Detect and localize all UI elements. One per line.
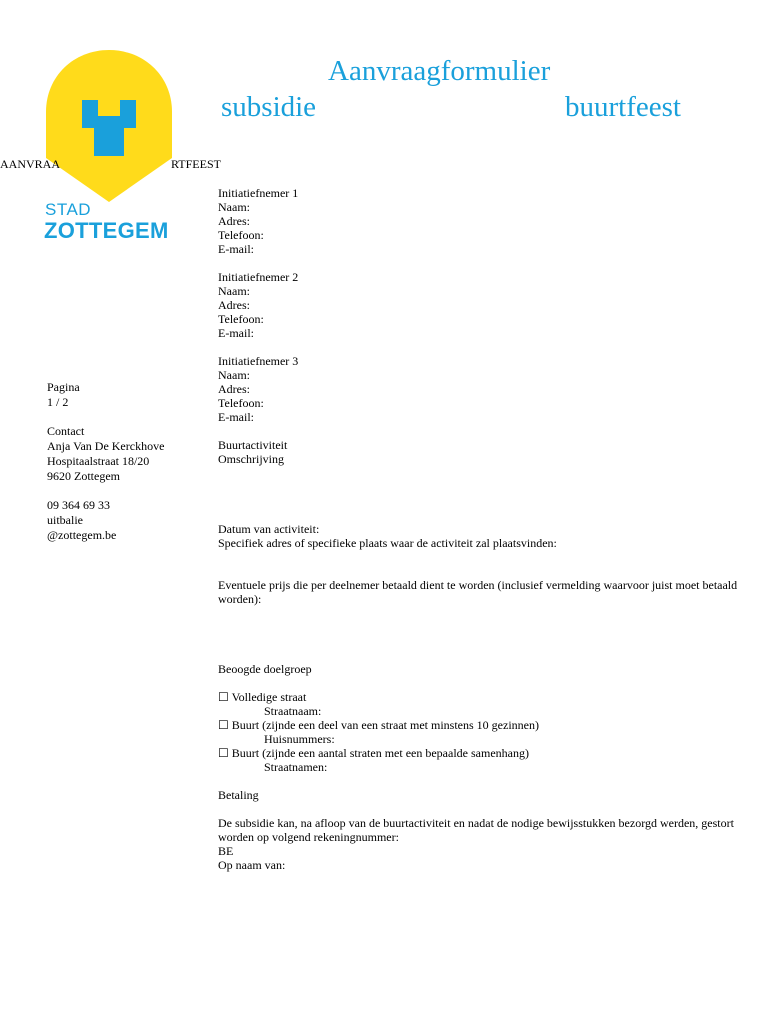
- checkbox-icon[interactable]: ☐: [218, 718, 229, 732]
- betaling-text: De subsidie kan, na afloop van de buurtactiviteit en nadat de nodige bewijsstukken bezorgd werden, gestort worden op volgend rekeningnummer:: [218, 816, 734, 844]
- adres-activiteit-label: Specifiek adres of specifieke plaats waar de activiteit zal plaatsvinden:: [218, 536, 557, 550]
- checkbox-icon[interactable]: ☐: [218, 690, 229, 704]
- doelgroep-heading: Beoogde doelgroep: [218, 662, 312, 676]
- document-title-word-right: buurtfeest: [565, 91, 681, 123]
- option-buurt-straten[interactable]: [218, 746, 738, 760]
- contact-label: Contact: [47, 424, 85, 439]
- document-title-line1: Aanvraagformulier: [328, 55, 551, 87]
- email-field-2: E-mail:: [218, 326, 254, 340]
- sidebar-info: [47, 380, 164, 543]
- logo-city-text: ZOTTEGEM: [44, 218, 169, 243]
- omschrijving-label: Omschrijving: [218, 452, 284, 466]
- initiatiefnemer-3-heading: Initiatiefnemer 3: [218, 354, 299, 368]
- option-label: Volledige straat: [231, 690, 307, 704]
- email-field-3: E-mail:: [218, 410, 254, 424]
- op-naam-van-label: Op naam van:: [218, 858, 286, 872]
- huisnummers-label: Huisnummers:: [264, 732, 335, 746]
- datum-label: Datum van activiteit:: [218, 522, 320, 536]
- document-title-word-left: subsidie: [221, 91, 317, 123]
- banner-text-right: RTFEEST: [171, 157, 221, 171]
- logo-stad-text: STAD: [45, 200, 92, 219]
- option-buurt-deel-straat[interactable]: [218, 718, 738, 732]
- contact-street: Hospitaalstraat 18/20: [47, 453, 150, 468]
- adres-field-2: Adres:: [218, 298, 250, 312]
- straatnamen-label: Straatnamen:: [264, 760, 328, 774]
- page-number: 1 / 2: [47, 394, 69, 409]
- email-field-1: E-mail:: [218, 242, 254, 256]
- contact-phone: 09 364 69 33: [47, 498, 110, 513]
- straatnaam-label: Straatnaam:: [264, 704, 322, 718]
- contact-email-domain: @zottegem.be: [47, 527, 117, 542]
- naam-field-2: Naam:: [218, 284, 250, 298]
- stad-zottegem-logo: [44, 50, 174, 245]
- prijs-label: Eventuele prijs die per deelnemer betaald dient te worden (inclusief vermelding waarvoor juist moet betaald worden):: [218, 578, 738, 606]
- telefoon-field-1: Telefoon:: [218, 228, 264, 242]
- form-body: [218, 186, 738, 872]
- option-label: Buurt (zijnde een deel van een straat met minstens 10 gezinnen): [231, 718, 539, 732]
- buurtactiviteit-heading: Buurtactiviteit: [218, 438, 288, 452]
- adres-field-1: Adres:: [218, 214, 250, 228]
- logo-emblem-icon: [44, 50, 174, 205]
- initiatiefnemer-1-heading: Initiatiefnemer 1: [218, 186, 299, 200]
- telefoon-field-3: Telefoon:: [218, 396, 264, 410]
- betaling-heading: Betaling: [218, 788, 259, 802]
- banner-text-left: AANVRAA: [0, 157, 60, 171]
- contact-email-user: uitbalie: [47, 513, 83, 528]
- page-label: Pagina: [47, 380, 80, 394]
- contact-city: 9620 Zottegem: [47, 468, 120, 483]
- checkbox-icon[interactable]: ☐: [218, 746, 229, 760]
- contact-name: Anja Van De Kerckhove: [47, 439, 165, 454]
- iban-prefix: BE: [218, 844, 234, 858]
- option-label: Buurt (zijnde een aantal straten met een bepaalde samenhang): [231, 746, 529, 760]
- initiatiefnemer-2-heading: Initiatiefnemer 2: [218, 270, 299, 284]
- naam-field-3: Naam:: [218, 368, 250, 382]
- telefoon-field-2: Telefoon:: [218, 312, 264, 326]
- naam-field-1: Naam:: [218, 200, 250, 214]
- option-volledige-straat[interactable]: [218, 690, 738, 704]
- adres-field-3: Adres:: [218, 382, 250, 396]
